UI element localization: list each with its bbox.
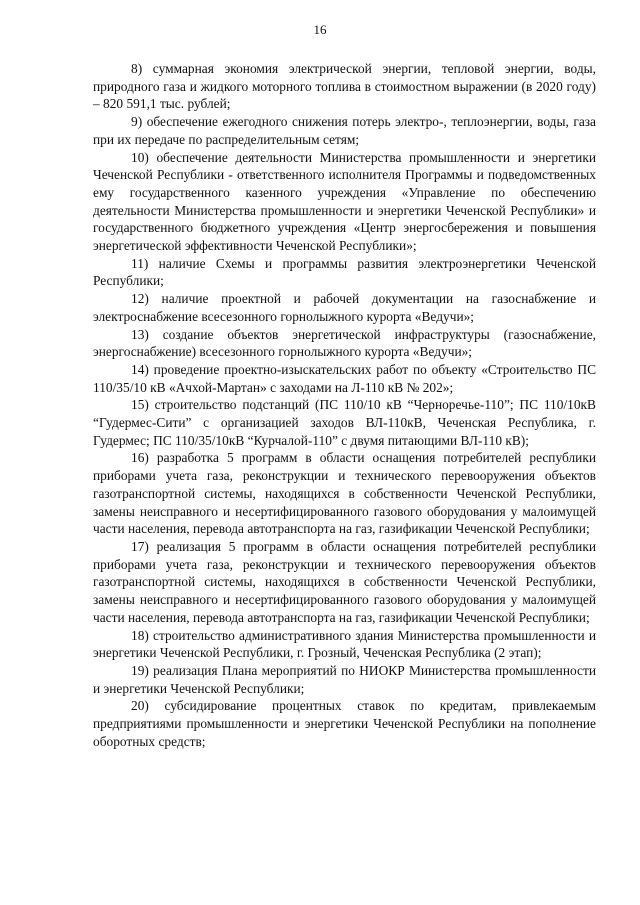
list-item-18: 18) строительство административного здания Министерства промышленности и энергетики Чеченской Республики, г. Грозный, Чеченская Республика (2 этап); — [93, 627, 596, 661]
list-item-15: 15) строительство подстанций (ПС 110/10 кВ “Черноречье-110”; ПС 110/10кВ “Гудермес-Сити” с организацией заходов ВЛ-110кВ, Чеченская Республика, г. Гудермес; ПС 110/35/10кВ “Курчалой-110” с двумя питающими ВЛ-110 кВ); — [93, 397, 596, 448]
list-item-13: 13) создание объектов энергетической инфраструктуры (газоснабжение, энергоснабжение) всесезонного горнолыжного курорта «Ведучи»; — [93, 326, 596, 360]
list-item-19: 19) реализация Плана мероприятий по НИОКР Министерства промышленности и энергетики Чеченской Республики; — [93, 662, 596, 696]
list-item-11: 11) наличие Схемы и программы развития электроэнергетики Чеченской Республики; — [93, 255, 596, 289]
list-item-16: 16) разработка 5 программ в области оснащения потребителей республики приборами учета газа, реконструкции и технического перевооружения объектов газотранспортной системы, находящихся в собственности Чеченской Республики, замены неисправного и несертифицированного газового оборудования у малоимущей части населения, перевода автотранспорта на газ, газификации Чеченской Республики; — [93, 450, 596, 537]
list-item-10: 10) обеспечение деятельности Министерства промышленности и энергетики Чеченской Республики - ответственного исполнителя Программы и подведомственных ему государственного казенного учреждения «Управление по обеспечению деятельности Министерства промышленности и энергетики Чеченской Республики» и государственного бюджетного учреждения «Центр энергосбережения и повышения энергетической эффективности Чеченской Республики»; — [93, 149, 596, 254]
list-item-9: 9) обеспечение ежегодного снижения потерь электро-, теплоэнергии, воды, газа при их передаче по распределительным сетям; — [93, 114, 596, 147]
list-item-12: 12) наличие проектной и рабочей документации на газоснабжение и электроснабжение всесезонного горнолыжного курорта «Ведучи»; — [93, 291, 596, 324]
list-item-8: 8) суммарная экономия электрической энергии, тепловой энергии, воды, природного газа и жидкого моторного топлива в стоимостном выражении (в 2020 году) – 820 591,1 тыс. рублей; — [93, 61, 596, 112]
document-body — [93, 60, 596, 750]
page-number: 16 — [313, 22, 327, 37]
list-item-14: 14) проведение проектно-изыскательских работ по объекту «Строительство ПС 110/35/10 кВ «Ачхой-Мартан» с заходами на Л-110 кВ № 202»; — [93, 361, 596, 395]
list-item-20: 20) субсидирование процентных ставок по кредитам, привлекаемым предприятиями промышленности и энергетики Чеченской Республики на пополнение оборотных средств; — [93, 698, 596, 749]
list-item-17: 17) реализация 5 программ в области оснащения потребителей республики приборами учета газа, реконструкции и технического перевооружения объектов газотранспортной системы, находящихся в собственности Чеченской Республики, замены неисправного и несертифицированного газового оборудования у малоимущей части населения, перевода автотранспорта на газ, газификации Чеченской Республики; — [93, 538, 596, 625]
